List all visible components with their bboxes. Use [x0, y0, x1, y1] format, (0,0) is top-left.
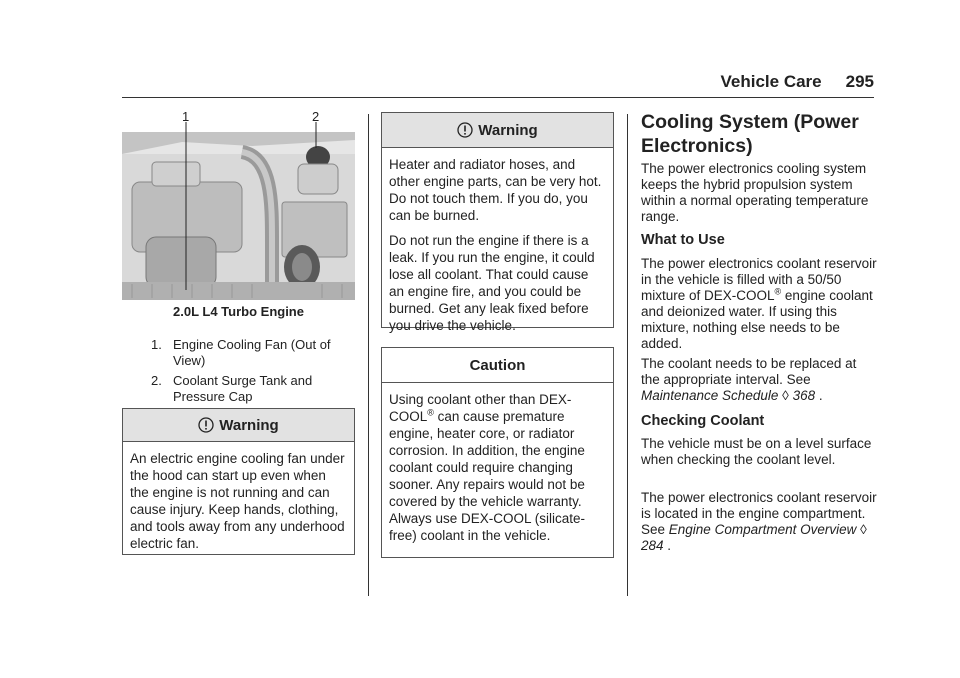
warning-box-fan [122, 408, 355, 555]
checking-paragraph-2: The power electronics coolant reservoir is located in the engine compartment. See Engine Compartment Overview ◊ 284 . [641, 490, 877, 553]
section-title: Vehicle Care [720, 72, 822, 91]
warning-paragraph-1: Heater and radiator hoses, and other engine parts, can be very hot. Do not touch them. If you do, you can be burned. [389, 157, 602, 223]
column-divider-2 [627, 114, 628, 596]
caution-header [382, 348, 613, 383]
subheading-checking-coolant: Checking Coolant [641, 413, 765, 429]
what-to-use-paragraph: The power electronics coolant reservoir in the vehicle is filled with a 50/50 mixture of DEX-COOL® engine coolant and deionized water. If using this mixture, nothing else needs to be added. [641, 256, 877, 351]
warning-title: Warning [219, 416, 279, 434]
warning-paragraph-2: Do not run the engine if there is a leak. If you run the engine, it could lose all coolant. That could cause an engine fire, and you could be burned. Get any leak fixed before you drive the vehicle. [389, 233, 595, 333]
callout-2: 2 [312, 109, 320, 124]
figure-legend [151, 337, 355, 409]
warning-title: Warning [478, 121, 538, 139]
legend-item [151, 337, 355, 369]
subheading-what-to-use: What to Use [641, 232, 725, 248]
page-ref-arrow: ◊ [860, 522, 867, 537]
caution-title: Caution [469, 356, 526, 374]
legend-number: 2. [151, 373, 162, 388]
engine-drawing [122, 112, 355, 302]
maintenance-schedule-link[interactable]: Maintenance Schedule [641, 388, 779, 403]
page-number: 295 [845, 72, 874, 91]
caution-body [382, 383, 613, 558]
intro-paragraph: The power electronics cooling system keeps the hybrid propulsion system within a normal operating temperature range. [641, 161, 869, 224]
page-header [721, 72, 875, 92]
legend-text: Coolant Surge Tank and Pressure Cap [173, 373, 313, 404]
checking-paragraph-1: The vehicle must be on a level surface when checking the coolant level. [641, 436, 872, 467]
caution-text: Using coolant other than DEX-COOL® can cause premature engine, heater core, or radiator corrosion. In addition, the engine coolant could require changing sooner. Any repairs would not be covered by the vehicle warranty. Always use DEX-COOL (silicate-free) coolant in the vehicle. [389, 392, 586, 543]
column-divider-1 [368, 114, 369, 596]
legend-text: Engine Cooling Fan (Out of View) [173, 337, 331, 368]
replace-paragraph: The coolant needs to be replaced at the appropriate interval. See Maintenance Schedule ◊ 368 . [641, 356, 857, 403]
caution-box [381, 347, 614, 558]
warning-header [382, 113, 613, 148]
section-heading: Cooling System (Power Electronics) [641, 111, 859, 157]
warning-icon [457, 122, 473, 138]
warning-icon [198, 417, 214, 433]
warning-text: An electric engine cooling fan under the hood can start up even when the engine is not running and can cause injury. Keep hands, clothing, and tools away from any underhood electric fan. [130, 451, 345, 551]
warning-box-hot-parts [381, 112, 614, 333]
warning-body [382, 148, 613, 348]
page-ref-number[interactable]: 368 [792, 388, 816, 403]
header-rule [122, 97, 874, 98]
engine-illustration [122, 109, 355, 302]
callout-1: 1 [182, 109, 190, 124]
engine-compartment-link[interactable]: Engine Compartment Overview [668, 522, 857, 537]
warning-body [123, 442, 354, 566]
page-ref-arrow: ◊ [782, 388, 789, 403]
page-ref-number[interactable]: 284 [641, 538, 664, 553]
warning-header [123, 409, 354, 442]
legend-item [151, 373, 355, 405]
legend-number: 1. [151, 337, 162, 352]
figure-caption: 2.0L L4 Turbo Engine [173, 304, 304, 319]
